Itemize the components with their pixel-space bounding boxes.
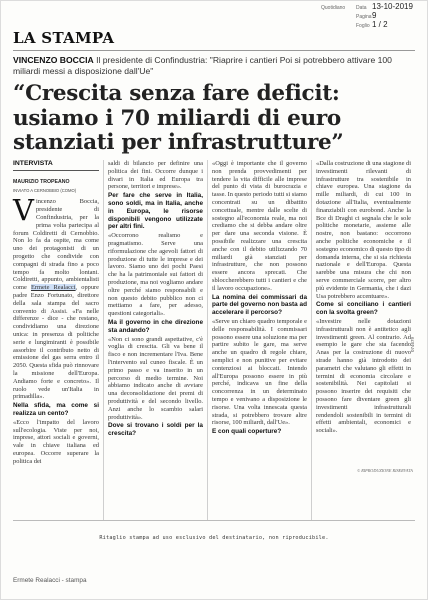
outlet-type-label: Quotidiano [321,5,346,11]
paragraph: «Oggi è importante che il governo non prenda provvedimenti per tendere la vita difficile alle imprese del punto di vista di burocrazia e tasse. In questo periodo tutti si siamo concentrati su un dibattito concettuale, mentre dalle scelte di sostegno all'economia reale, ma noi crediamo che si debba andare oltre per dare una seconda visione. È possibile realizzare una crescita anche con il debito utilizzando 70 miliardi già stanziati per infrastrutture, che non possono essere ancora sprecati. Che sbloccherebbero tutti i cantieri e che il lavoro occupazione». [212,160,307,292]
question: E con quali coperture? [212,428,282,436]
paragraph: «Investire nelle dotazioni infrastrutturali non è antitetico agli investimenti green. Al contrario. Ad esempio le gare che sta facendo Anas per la costruzione di nuovo strade hanno già introdotto dei parametri che valutano gli effetti in termini di economia circolare e sostenibilità. Nei capitolati si possono inserire dei requisiti che possono fare diventare green gli investimenti infrastrutturali rendendoli sostenibili in termini di effetti ambientali, economici e sociali». [316,317,411,435]
paragraph: «Occorrono realismo e pragmatismo. Serve una riformulazione che agevoli fattori di produzione di tutte le imprese e dei lavoro. Siamo uno dei pochi Paesi che ha la patrimoniale sui fattori di produzione, ma noi vogliamo andare oltre perché siamo responsabili e non questo debito pubblico non ci mettiamo a fare, per adesso, questioni categoriali». [108,232,203,318]
question: Nella sfida, ma come si realizza un cento? [13,402,99,417]
headline: “Crescita senza fare deficit: usiamo i 70 miliardi di euro stanziati per infrastrutture” [13,81,344,155]
article-column-2 [108,160,203,439]
paragraph: «Non ci sono grandi aspettative, c'è voglia di crescita. Gli va bene il fisco e non incrementare l'Iva. Bene l'intervento sul cuneo fiscale. È un primo passo e va inserito in un percorso di medio termine. Noi abbiamo indicato anche di avviare una deconsolidazione dei premi di produttività e del secondo livello. Anzi anche lo scambio salari produttività». [108,335,203,421]
reproduction-notice: Ritaglio stampa ad uso esclusivo del destinatario, non riproducibile. [99,535,329,541]
kicker-name: VINCENZO BOCCIA [13,55,94,65]
paragraph: «Dalla costruzione di una stagione di investimenti rilevanti di infrastrutture tra sostenibile in chiave europea. Una stagione da mille miliardi, di cui 100 in dotazione all'Italia, eventualmente finanziabili con eurobond. Anche la Bce di Draghi ci segnala che le sole politiche monetarie, assieme alle nostre, non bastano: occorrono anche politiche economiche e il sostegno economico di questo tipo di domanda interna, che si sia richiesta nazionale e dell'Europa. Questa sarebbe una misura che chi non serve commerciale scorre, per altro più evidente in Germania, che i dazi Usa potrebbero accentuare». [316,160,411,300]
column-divider [311,160,312,520]
page-value: 9 [372,11,377,20]
page-label: Pagina [356,14,372,20]
question: Per fare che serve in Italia, sono soldi, ma in Italia, anche in Europa, le risorse disponibili vengono utilizzate per altri fini. [108,192,203,231]
bottom-divider [13,520,415,521]
header-divider [13,50,415,51]
paragraph: Vincenzo Boccia, presidente di Confindustria, per la prima volta partecipa al forum Coldiretti di Cernobbio. Non lo fa da ospite, ma come uno dei protagonisti di un progetto che condivide con compagni di strada fino a poco tempo fa molto lontani. Coldiretti, appunto, ambientalisti come Ermete Realacci, oppure padre Enzo Fortunato, direttore della sala stampa del sacro convento di Assisi. «Fa nelle differenze - dice - che restano, condividiamo una direzione unica: in presenza di politiche serie e lungimiranti è possibile assorbire il contributo netto di emissione del gas serra entro il 2050. Questa sfida può rinnovare la missione dell'Europa. Andiamo forte e concreto». Il ruolo vede un'Italia in primadilla». [13,193,100,401]
paragraph: «Serve un chiaro quadro temporale e delle responsabilità. I commissari possono essere una soluzione ma per partire subito le gare, ma serve anche un quadro di regole chiare, semplici e non punitive per evitare contenziosi ai bloccati. Intendo all'Europa possono essere in più perché, indicava un fine della concorrenza in un determinato tempo e venivano a disposizione le risorse. Una volta innescata questa strada, si potrebbero trovare altre risorse, 100 miliardi, dall'Ue». [212,317,307,427]
question: La nomina dei commissari da parte del governo non basta ad accelerare il percorso? [212,293,307,317]
masthead: LA STAMPA [13,29,115,47]
question: Come si conciliano i cantieri con la svolta green? [316,301,411,317]
sheet-value: 1 / 2 [372,20,388,29]
author-dateline: INVIATO A CERNOBBIO (COMO) [13,187,77,193]
question: Dove si trovano i soldi per la crescita? [108,422,203,438]
kicker [13,55,413,77]
kicker-text: Il presidente di Confindustria: "Riaprire i cantieri Poi si potrebbero attivare 100 miliardi messi a disposizione dall'Ue" [13,55,392,76]
clipping-keyword: Ermete Realacci - stampa [13,577,87,584]
question: Ma il governo in che direzione sta andando? [108,318,203,334]
highlighted-keyword: Ermete Realacci [30,284,76,292]
article-column-3 [212,160,307,437]
side-code: 074679 [410,336,415,352]
date-label: Data [356,5,367,11]
date-value: 13-10-2019 [372,2,413,11]
section-label: INTERVISTA [13,160,99,171]
column-divider [207,160,208,520]
article-column-4 [316,160,411,436]
paragraph: «Ecco l'impatto del lavoro sull'ecologia. Viste per noi, imprese, attori sociali e governi, vale in chiave italiana ed europea. Occorre superare la politica dei [13,418,99,465]
article-column-1 [13,160,99,466]
column-divider [103,160,104,520]
author-name: MAURIZIO TROPEANO [13,178,70,185]
dropcap: V [13,193,34,228]
sheet-label: Foglio [356,23,370,29]
copyright-signature: © RIPRODUZIONE RISERVATA [357,468,413,473]
paragraph: saldi di bilancio per definire una politica dei fini. Occorre dunque i divari in Italia ed Europa tra persone, territori e imprese». [108,160,203,191]
